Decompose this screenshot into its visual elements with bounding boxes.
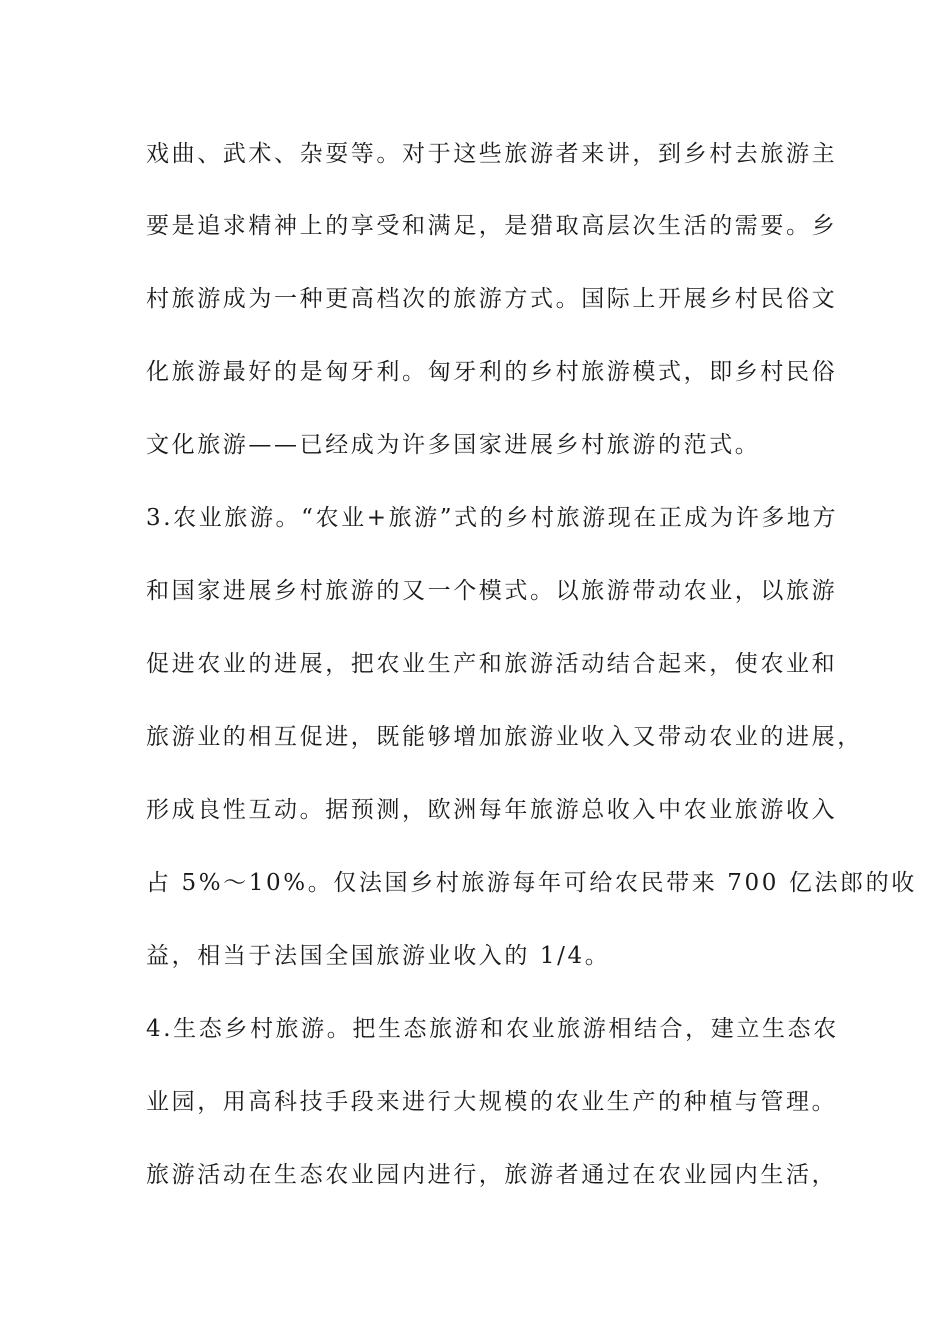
text-line: 形成良性互动。据预测，欧洲每年旅游总收入中农业旅游收入 bbox=[146, 797, 838, 823]
text-line: 旅游业的相互促进，既能够增加旅游业收入又带动农业的进展， bbox=[146, 724, 863, 750]
text-line: 戏曲、武术、杂耍等。对于这些旅游者来讲，到乡村去旅游主 bbox=[146, 141, 838, 167]
text-line: 业园，用高科技手段来进行大规模的农业生产的种植与管理。 bbox=[146, 1089, 838, 1115]
text-line: 益，相当于法国全国旅游业收入的 1/4。 bbox=[146, 943, 611, 969]
text-line: 化旅游最好的是匈牙利。匈牙利的乡村旅游模式，即乡村民俗 bbox=[146, 359, 838, 385]
text-line: 文化旅游——已经成为许多国家进展乡村旅游的范式。 bbox=[146, 432, 761, 458]
text-line: 3.农业旅游。“农业+旅游”式的乡村旅游现在正成为许多地方 bbox=[146, 505, 839, 531]
text-line: 村旅游成为一种更高档次的旅游方式。国际上开展乡村民俗文 bbox=[146, 286, 838, 312]
text-line: 促进农业的进展，把农业生产和旅游活动结合起来，使农业和 bbox=[146, 651, 838, 677]
text-line: 占 5%～10%。仅法国乡村旅游每年可给农民带来 700 亿法郎的收 bbox=[146, 870, 917, 896]
text-line: 4.生态乡村旅游。把生态旅游和农业旅游相结合，建立生态农 bbox=[146, 1016, 839, 1042]
text-line: 要是追求精神上的享受和满足，是猎取高层次生活的需要。乡 bbox=[146, 213, 838, 239]
text-line: 旅游活动在生态农业园内进行，旅游者通过在农业园内生活， bbox=[146, 1162, 838, 1188]
text-line: 和国家进展乡村旅游的又一个模式。以旅游带动农业，以旅游 bbox=[146, 578, 838, 604]
